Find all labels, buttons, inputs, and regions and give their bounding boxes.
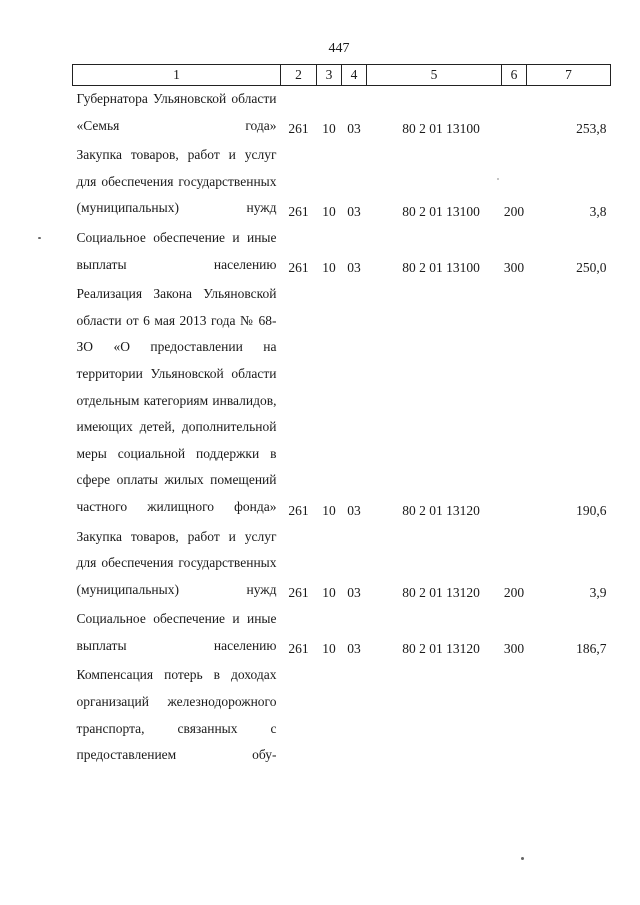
row-col-6 [502,86,527,143]
row-col-2: 261 [288,203,309,219]
row-col-2: 261 [288,585,309,601]
row-col-5: 80 2 01 13100 [402,260,480,276]
row-col-2: 261 [288,502,309,518]
row-col-7: 3,8 [589,203,607,219]
row-col-5: 80 2 01 13120 [402,502,480,518]
row-col-6 [502,662,527,771]
row-col-3 [317,662,342,771]
row-col-7 [527,662,611,771]
row-col-3: 10 [322,260,336,276]
row-col-7: 250,0 [576,260,607,276]
row-col-7: 186,7 [576,641,607,657]
table-row [73,524,611,607]
row-col-7: 190,6 [576,502,607,518]
table-header [73,65,611,86]
header-col-1: 1 [73,65,281,86]
row-col-6: 200 [503,203,525,219]
row-col-3: 10 [322,203,336,219]
row-col-4: 03 [347,502,361,518]
row-col-2: 261 [288,641,309,657]
table-row [73,86,611,143]
row-col-4: 03 [347,260,361,276]
header-col-4: 4 [342,65,367,86]
scan-speck [521,857,524,860]
table-body [73,86,611,772]
row-name: Закупка товаров, работ и услуг для обеспечения государственных (муниципальных) нужд [76,147,277,216]
header-col-5: 5 [367,65,502,86]
row-col-4: 03 [347,203,361,219]
row-name: Закупка товаров, работ и услуг для обеспечения государственных (муниципальных) нужд [76,528,277,597]
row-name: Социальное обеспечение и иные выплаты населению [76,229,277,272]
row-col-5: 80 2 01 13120 [402,641,480,657]
row-col-2: 261 [288,121,309,137]
page-number: 447 [328,41,350,56]
row-col-3: 10 [322,502,336,518]
row-col-5 [367,662,502,771]
header-col-6: 6 [502,65,527,86]
row-name: Губернатора Ульяновской области «Семья года» [76,91,277,133]
row-col-7: 253,8 [576,121,607,137]
row-col-5: 80 2 01 13100 [402,121,480,137]
table-row [73,142,611,225]
row-col-2: 261 [288,260,309,276]
row-col-6: 300 [503,260,525,276]
row-col-5: 80 2 01 13120 [402,585,480,601]
scan-speck [497,178,499,180]
row-col-3: 10 [322,585,336,601]
row-name: Реализация Закона Ульяновской области от 6 мая 2013 года № 68-ЗО «О предоставлении на территории Ульяновской области отдельным категориям инвалидов, имеющих детей, дополнительной меры социальной поддержки в сфере оплаты жилых помещений частного жилищного фонда» [76,286,277,514]
row-col-4 [342,662,367,771]
budget-table [72,64,611,772]
header-col-7: 7 [527,65,611,86]
header-row [73,65,611,86]
row-col-6: 200 [503,585,525,601]
table-row [73,662,611,771]
row-col-6 [502,281,527,523]
header-col-2: 2 [281,65,317,86]
table-row [73,606,611,662]
row-col-4: 03 [347,585,361,601]
row-name: Компенсация потерь в доходах организаций железнодорожного транспорта, связанных с предоставлением обу- [76,667,277,763]
table-row [73,225,611,281]
row-col-4: 03 [347,641,361,657]
header-col-3: 3 [317,65,342,86]
row-col-5: 80 2 01 13100 [402,203,480,219]
scan-speck [38,237,41,239]
table-row [73,281,611,523]
row-col-2 [281,662,317,771]
row-col-6: 300 [503,641,525,657]
row-col-3: 10 [322,641,336,657]
row-col-3: 10 [322,121,336,137]
row-col-7: 3,9 [589,585,607,601]
row-name: Социальное обеспечение и иные выплаты населению [76,611,277,653]
row-col-4: 03 [347,121,361,137]
